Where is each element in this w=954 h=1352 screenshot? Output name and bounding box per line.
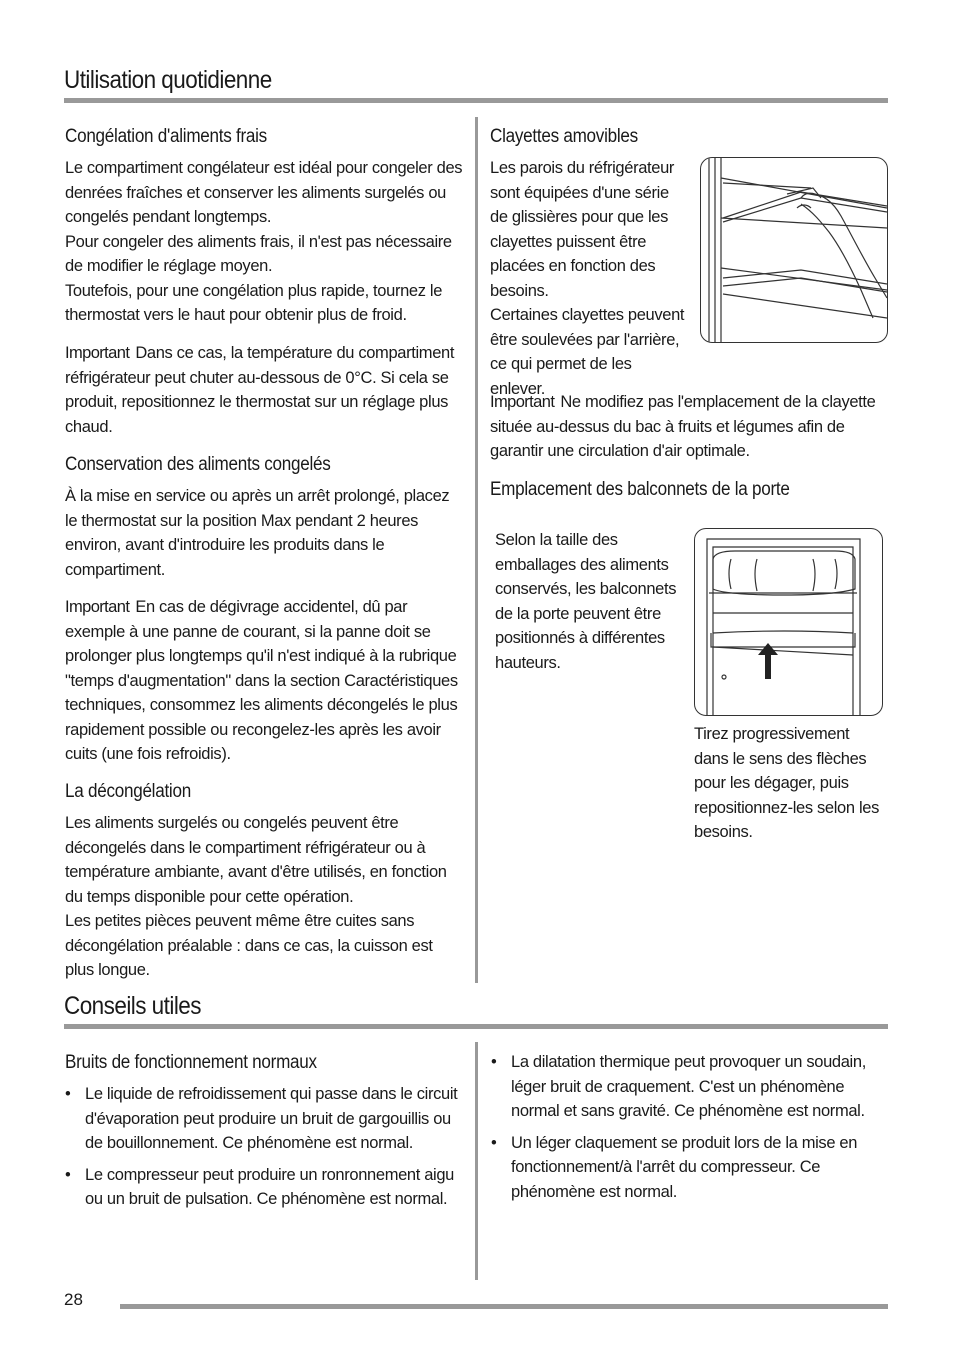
column-divider [475,1042,478,1280]
section-rule [64,1024,888,1029]
storage-p1: À la mise en service ou après un arrêt prolongé, placez le thermostat sur la position Max pendant 2 heures environ, avant d'introduire les produits dans le compartiment. [65,487,450,579]
noises-list-right [491,1050,888,1211]
column-divider [475,117,478,983]
door-p1: Selon la taille des emballages des aliments conservés, les balconnets de la porte peuvent être positionnés à différentes hauteurs. [495,531,677,672]
footer-rule [120,1304,888,1309]
list-item: • Le compresseur peut produire un ronronnement aigu ou un bruit de pulsation. Ce phénomène est normal. [65,1163,465,1212]
shelves-p2: Certaines clayettes peuvent être soulevées par l'arrière, ce qui permet de les enlever. [490,306,685,398]
section-title-tips: Conseils utiles [64,992,201,1020]
arrow-up-icon [758,643,778,679]
thawing-body [65,811,465,983]
important-label: Important [490,393,555,411]
important-text: En cas de dégivrage accidentel, dû par exemple à une panne de courant, si la panne doit se prolonger plus longtemps qu'il n'est indiqué à la rubrique "temps d'augmentation" dans la section Caractéristiques techniques, consommez les aliments décongelés le plus rapidement possible ou recongelez-les après les avoir cuits (une fois refroidis). [65,598,458,763]
freezing-p1: Le compartiment congélateur est idéal pour congeler des denrées fraîches et conserver les aliments surgelés ou congelés pendant longtemps. [65,159,463,226]
shelf-hand-icon [701,158,887,342]
heading-shelves: Clayettes amovibles [490,126,638,147]
important-label: Important [65,598,130,616]
thawing-p2: Les petites pièces peuvent même être cuites sans décongélation préalable : dans ce cas, la cuisson est plus longue. [65,912,433,979]
freezing-important [65,341,465,439]
door-illustration [694,528,883,716]
storage-important [65,595,459,767]
list-item: • Le liquide de refroidissement qui passe dans le circuit d'évaporation peut produire un bruit de gargouillis ou de bouillonnement. Ce phénomène est normal. [65,1082,465,1156]
section-title-daily-use: Utilisation quotidienne [64,66,272,94]
list-item: • La dilatation thermique peut provoquer un soudain, léger bruit de craquement. C'est un phénomène normal et sans gravité. Ce phénomène est normal. [491,1050,888,1124]
important-text: Dans ce cas, la température du compartiment réfrigérateur peut chuter au-dessous de 0°C. Si cela se produit, repositionnez le thermostat sur un réglage plus chaud. [65,344,455,436]
thawing-p1: Les aliments surgelés ou congelés peuvent être décongelés dans le compartiment réfrigérateur ou à température ambiante, avant d'être utilisés, en fonction du temps disponible pour cette opération. [65,814,447,906]
door-balcony-icon [695,529,882,715]
heading-freezing: Congélation d'aliments frais [65,126,267,147]
heading-normal-noises: Bruits de fonctionnement normaux [65,1052,317,1073]
heading-door-balconies: Emplacement des balconnets de la porte [490,479,790,500]
door-caption: Tirez progressivement dans le sens des flèches pour les dégager, puis repositionnez-les selon les besoins. [694,725,879,841]
page-number: 28 [64,1290,83,1309]
shelf-illustration [700,157,888,343]
heading-thawing: La décongélation [65,781,191,802]
noises-list-left [65,1082,465,1219]
section-rule [64,98,888,103]
freezing-p3: Toutefois, pour une congélation plus rapide, tournez le thermostat vers le haut pour obtenir plus de froid. [65,281,443,324]
important-text: Ne modifiez pas l'emplacement de la clayette située au-dessus du bac à fruits et légumes afin de garantir une circulation d'air optimale. [490,393,876,460]
freezing-p2: Pour congeler des aliments frais, il n'est pas nécessaire de modifier le réglage moyen. [65,232,452,275]
freezing-body [65,156,465,328]
heading-storage: Conservation des aliments congelés [65,454,331,475]
list-item: • Un léger claquement se produit lors de la mise en fonctionnement/à l'arrêt du compresseur. Ce phénomène est normal. [491,1131,888,1205]
shelves-body [490,156,686,401]
important-label: Important [65,344,130,362]
shelves-p1: Les parois du réfrigérateur sont équipées d'une série de glissières pour que les clayettes puissent être placées en fonction des besoins. [490,159,675,300]
shelves-important [490,390,888,464]
